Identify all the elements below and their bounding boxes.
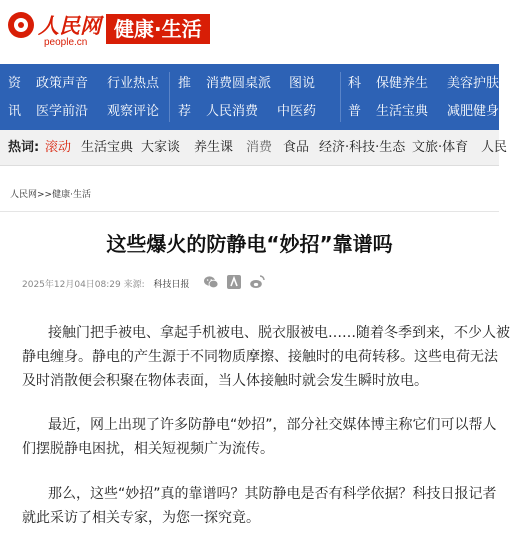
hot-item-health-class[interactable]: 养生课 [194,140,234,155]
nav-group-label-recommend: 荐 [178,104,192,119]
nav-item-industry[interactable]: 行业热点 [107,76,160,91]
hot-item-discussion[interactable]: 大家谈 [141,140,181,155]
logo-text-en: people.cn [44,37,88,48]
hot-item-people[interactable]: 人民 [481,140,508,155]
hot-item-life-tips[interactable]: 生活宝典 [81,140,134,155]
hot-item-scroll[interactable]: 滚动 [45,140,72,155]
paragraph-line: 及时消散便会积聚在物体表面，当人体接触时就会发生瞬时放电。 [22,373,428,389]
nav-item-beauty[interactable]: 美容护肤 [447,76,500,91]
article-meta [22,277,190,290]
hot-item-economy-tech[interactable]: 经济·科技·生态 [319,140,406,155]
paragraph-line: 就此采访了相关专家，为您一探究竟。 [22,510,260,526]
nav-item-life-tips[interactable]: 生活宝典 [376,104,429,119]
paragraph-line: 最近，网上出现了许多防静电“妙招”，部分社交媒体博主称它们可以帮人 [48,417,497,433]
nav-group-label-news: 讯 [8,104,22,119]
nav-item-policy[interactable]: 政策声音 [36,76,89,91]
divider [0,211,499,212]
nav-group-label-news: 资 [8,76,22,91]
nav-group-label-recommend: 推 [178,76,192,91]
paragraph-line: 们摆脱静电困扰，相关短视频广为流传。 [22,441,274,457]
people-share-icon[interactable] [226,274,242,290]
nav-item-consumption[interactable]: 人民消费 [206,104,259,119]
nav-item-roundtable[interactable]: 消费圆桌派 [206,76,272,91]
paragraph-line: 那么，这些“妙招”真的靠谱吗？其防静电是否有科学依据？科技日报记者 [48,486,497,502]
hot-item-food[interactable]: 食品 [283,140,310,155]
people-logo-icon [8,12,34,38]
paragraph-line: 接触门把手被电、拿起手机被电、脱衣服被电……随着冬季到来，不少人被 [48,325,510,341]
people-logo[interactable] [8,8,102,52]
article-date: 2025年12月04日08:29 [22,280,121,290]
source-label: 来源: [123,280,145,290]
nav-item-pictures[interactable]: 图说 [289,76,316,91]
paragraph-line: 静电缠身。静电的产生源于不同物质摩擦、接触时的电荷转移。这些电荷无法 [22,349,498,365]
logo-text-cn: 人民网 [38,13,101,38]
hot-item-culture-sports[interactable]: 文旅·体育 [412,140,469,155]
nav-group-label-science: 普 [348,104,362,119]
nav-item-medical-frontier[interactable]: 医学前沿 [36,104,89,119]
hot-item-consumption[interactable]: 消费 [246,140,273,155]
nav-divider [169,72,170,122]
nav-divider [340,72,341,122]
main-nav [0,64,499,130]
nav-item-healthcare[interactable]: 保健养生 [376,76,429,91]
nav-item-commentary[interactable]: 观察评论 [107,104,160,119]
hot-words-label: 热词: [8,140,40,155]
nav-group-label-science: 科 [348,76,362,91]
wechat-share-icon[interactable] [203,274,219,290]
nav-item-tcm[interactable]: 中医药 [277,104,317,119]
article-source[interactable]: 科技日报 [153,280,190,290]
site-header [0,0,499,64]
nav-item-fitness[interactable]: 减肥健身 [447,104,500,119]
weibo-share-icon[interactable] [249,274,265,290]
article-title: 这些爆火的防静电“妙招”靠谱吗 [106,232,393,256]
breadcrumb[interactable]: 人民网>>健康·生活 [10,190,91,200]
hot-words-bar [0,130,508,166]
channel-title[interactable]: 健康·生活 [106,14,210,44]
